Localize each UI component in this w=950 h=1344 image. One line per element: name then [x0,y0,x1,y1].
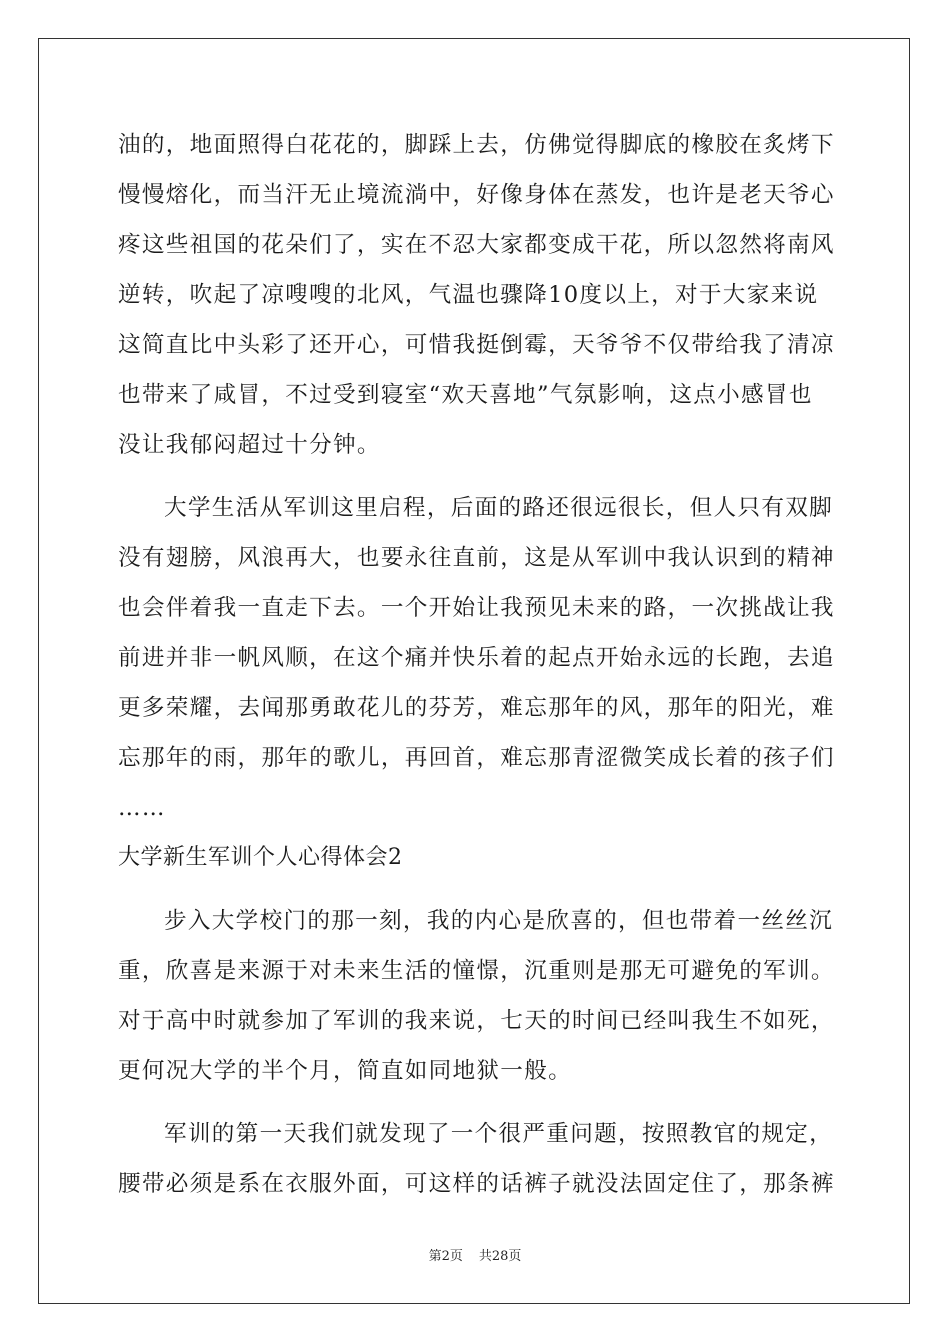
document-body [118,120,834,1209]
text-line: 步入大学校门的那一刻，我的内心是欣喜的，但也带着一丝丝沉 [164,908,834,934]
text-line: 重，欣喜是来源于对未来生活的憧憬，沉重则是那无可避免的军训。 [118,958,835,984]
text-line: 没有翅膀，风浪再大，也要永往直前，这是从军训中我认识到的精神 [118,545,835,571]
text-line: 疼这些祖国的花朵们了，实在不忍大家都变成干花，所以忽然将南风 [118,232,835,258]
page-footer [0,1245,950,1264]
text-line: 逆转，吹起了凉嗖嗖的北风，气温也骤降10度以上，对于大家来说 [118,282,819,308]
text-line: 腰带必须是系在衣服外面，可这样的话裤子就没法固定住了，那条裤 [118,1171,835,1197]
text-line: 也带来了咸冒，不过受到寝室“欢天喜地”气氛影响，这点小感冒也 [118,382,813,408]
page-number: 第2页 [428,1249,463,1264]
text-line: 前进并非一帆风顺，在这个痛并快乐着的起点开始永远的长跑，去追 [118,645,835,671]
paragraph [118,896,834,1096]
text-line: 这简直比中头彩了还开心，可惜我挺倒霉，天爷爷不仅带给我了清凉 [118,332,835,358]
text-line: 也会伴着我一直走下去。一个开始让我预见未来的路，一次挑战让我 [118,595,835,621]
paragraph [118,1109,834,1209]
page-total: 共28页 [478,1249,522,1264]
text-line: 慢慢熔化，而当汗无止境流淌中，好像身体在蒸发，也许是老天爷心 [118,182,835,208]
text-line: 对于高中时就参加了军训的我来说，七天的时间已经叫我生不如死， [118,1008,835,1034]
section-heading: 大学新生军训个人心得体会2 [118,845,403,870]
text-line: 更何况大学的半个月，简直如同地狱一般。 [118,1058,572,1084]
text-line: 军训的第一天我们就发现了一个很严重问题，按照教官的规定， [164,1121,834,1147]
paragraph [118,120,834,470]
text-line: 油的，地面照得白花花的，脚踩上去，仿佛觉得脚底的橡胶在炙烤下 [118,132,835,158]
paragraph [118,483,834,833]
text-line: 更多荣耀，去闻那勇敢花儿的芬芳，难忘那年的风，那年的阳光，难 [118,695,835,721]
text-line: 忘那年的雨，那年的歌儿，再回首，难忘那青涩微笑成长着的孩子们 [118,745,835,771]
text-line: 没让我郁闷超过十分钟。 [118,432,381,458]
text-line: …… [118,795,166,821]
text-line: 大学生活从军训这里启程，后面的路还很远很长，但人只有双脚 [164,495,834,521]
